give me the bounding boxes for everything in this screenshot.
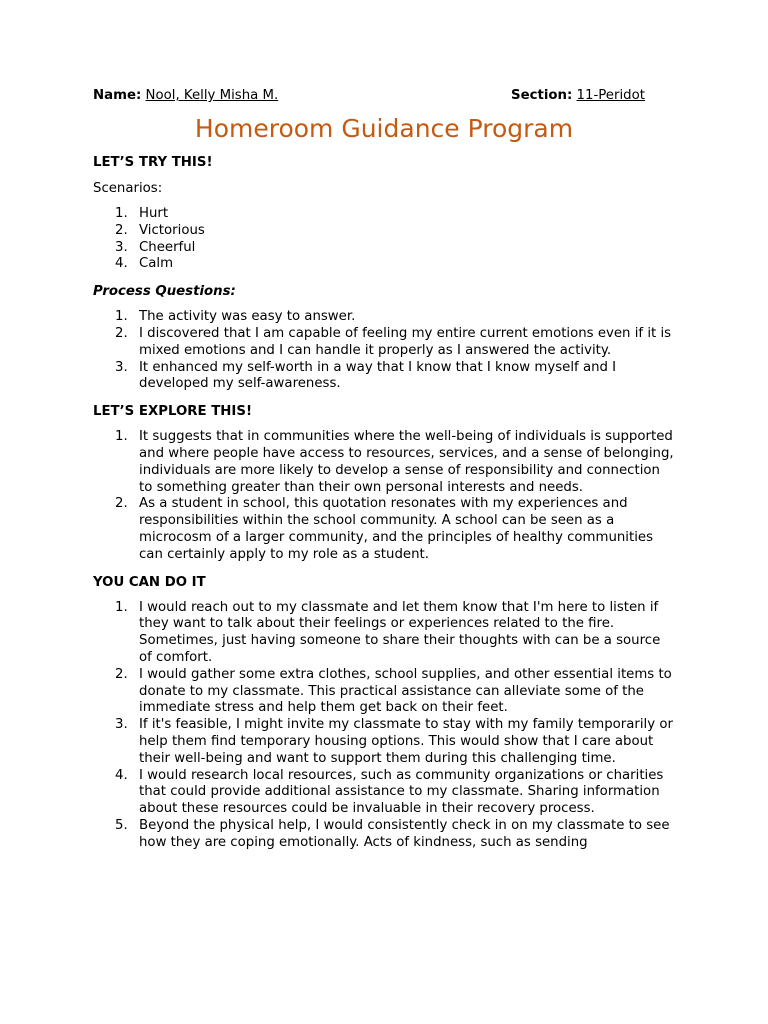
list-item: 2. I would gather some extra clothes, school supplies, and other essential items to donate to my classmate. This practical assistance can alleviate some of the immediate stress and help them get back on their feet. <box>115 666 672 716</box>
list-item: 1. It suggests that in communities where the well-being of individuals is supported and where people have access to resources, services, and a sense of belonging, individuals are more likely to develop a sense of responsibility and connection to something greater than their own personal interests and needs. <box>115 429 674 495</box>
list-item: 4. Calm <box>115 256 174 272</box>
section-label: Section: <box>511 88 573 103</box>
document-page <box>93 86 683 852</box>
name-value: Nool, Kelly Misha M. <box>145 88 279 103</box>
list-item: 1. I would reach out to my classmate and let them know that I'm here to listen if they want to talk about their feelings or experiences related to the fire. Sometimes, just having someone to share their thoughts with can be a source of comfort. <box>115 599 661 665</box>
list-item: 1. The activity was easy to answer. <box>115 309 356 325</box>
list-item: 3. Cheerful <box>115 239 196 255</box>
list-item: 4. I would research local resources, such as community organizations or charities that could provide additional assistance to my classmate. Sharing information about these resources could be invaluable in their recovery process. <box>115 767 664 817</box>
explore-list <box>93 429 683 563</box>
header-row <box>93 86 683 106</box>
process-questions-list <box>93 309 683 393</box>
list-item: 3. If it's feasible, I might invite my classmate to stay with my family temporarily or help them find temporary housing options. This would show that I care about their well-being and want to support them during this challenging time. <box>115 717 673 766</box>
scenarios-label: Scenarios: <box>93 181 163 196</box>
explore-this-heading: LET’S EXPLORE THIS! <box>93 404 253 420</box>
scenarios-list <box>93 206 683 273</box>
list-item: 5. Beyond the physical help, I would consistently check in on my classmate to see how they are coping emotionally. Acts of kindness, such as sending <box>115 817 670 850</box>
list-item: 2. Victorious <box>115 222 205 238</box>
list-item: 3. It enhanced my self-worth in a way that I know that I know myself and I developed my self-awareness. <box>115 359 617 392</box>
list-item: 2. I discovered that I am capable of feeling my entire current emotions even if it is mixed emotions and I can handle it properly as I answered the activity. <box>115 325 672 358</box>
list-item: 2. As a student in school, this quotation resonates with my experiences and responsibilities within the school community. A school can be seen as a microcosm of a larger community, and the principles of healthy communities can certainly apply to my role as a student. <box>115 496 654 562</box>
you-can-do-it-heading: YOU CAN DO IT <box>93 574 206 590</box>
try-this-heading: LET’S TRY THIS! <box>93 155 213 170</box>
name-label: Name: <box>93 88 142 103</box>
section-field <box>511 86 645 106</box>
you-can-do-it-list <box>93 600 683 852</box>
process-questions-heading: Process Questions: <box>93 284 236 300</box>
list-item: 1. Hurt <box>115 206 169 221</box>
section-value: 11-Peridot <box>576 88 645 103</box>
page-title: Homeroom Guidance Program <box>194 114 574 143</box>
name-field <box>93 86 278 106</box>
